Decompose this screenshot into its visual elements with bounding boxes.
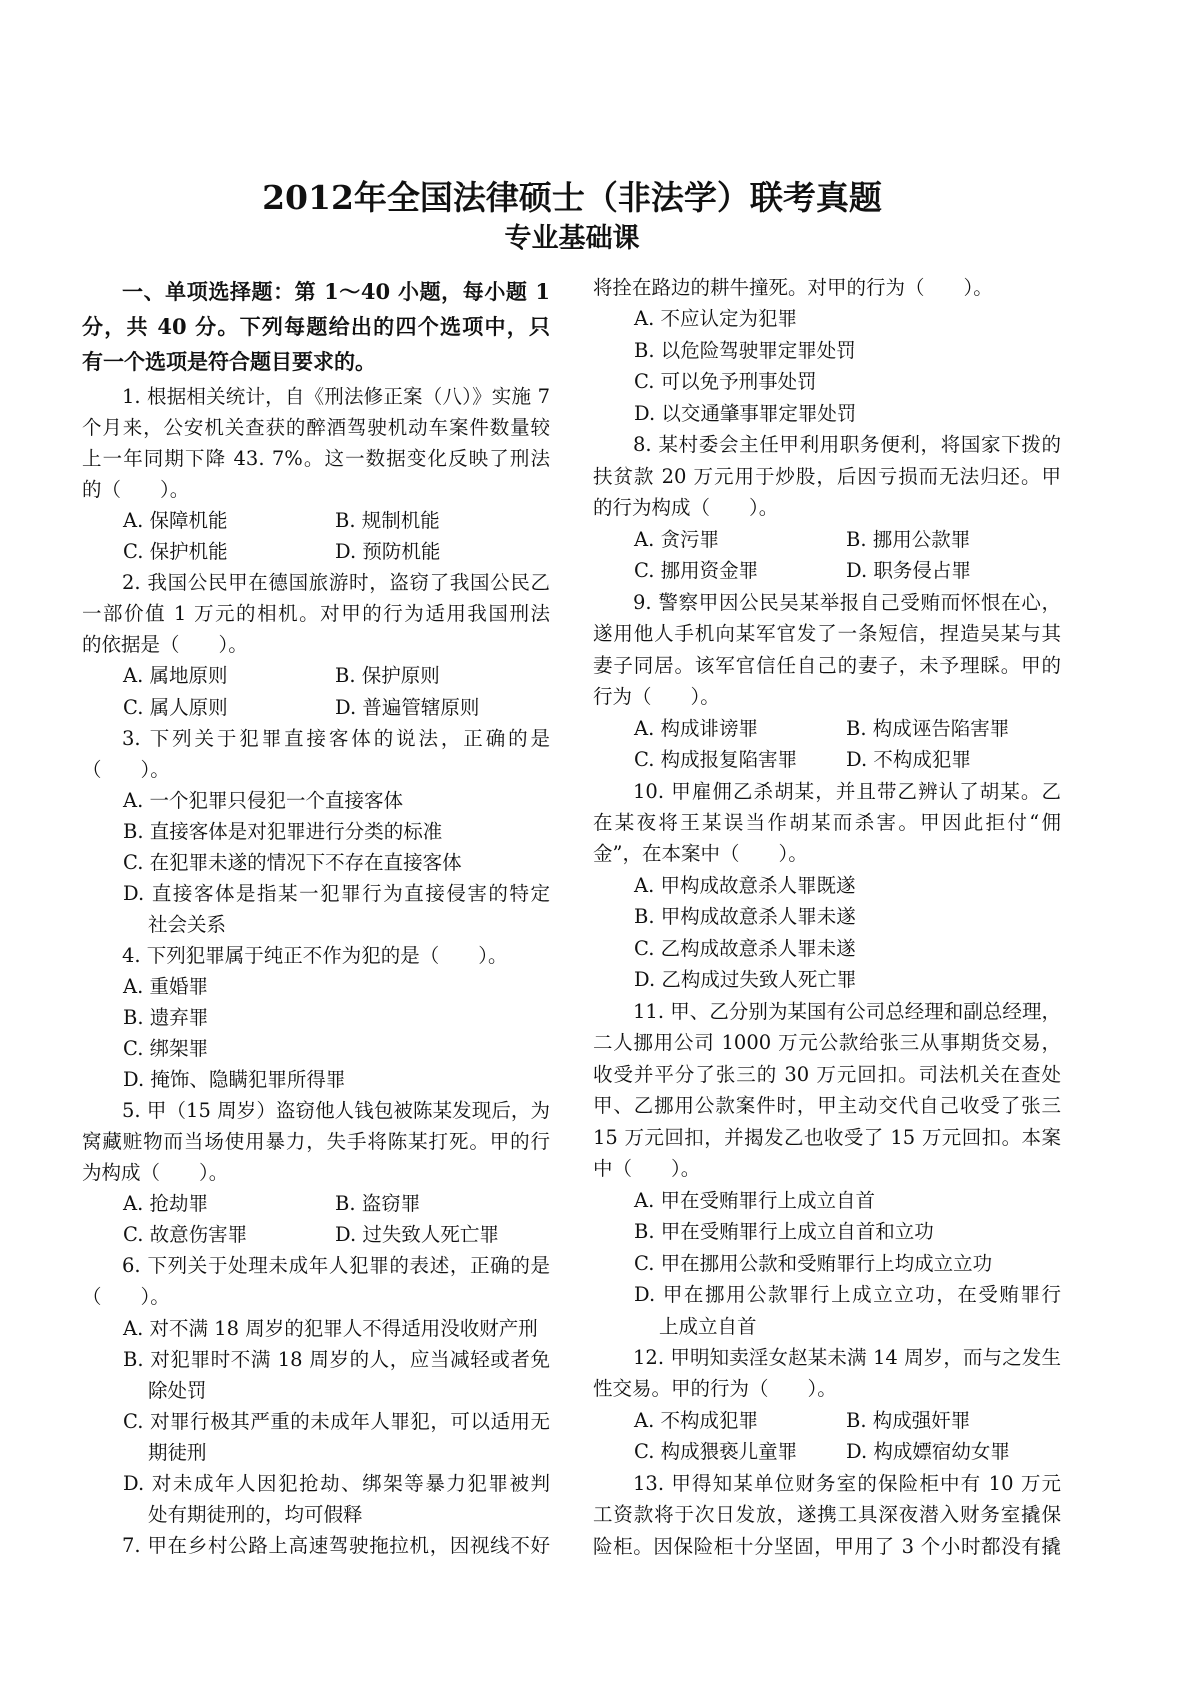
answer-option-line: 社会关系 (148, 912, 227, 936)
answer-option-line (82, 506, 550, 536)
question-text-line: 13. 甲得知某单位财务室的保险柜中有 10 万元 (633, 1471, 1061, 1495)
answer-option-line: D. 对未成年人因犯抢劫、绑架等暴力犯罪被判 (123, 1471, 550, 1495)
question-text-line: 窝藏赃物而当场使用暴力，失手将陈某打死。甲的行 (82, 1130, 550, 1154)
answer-option-line (593, 1437, 1061, 1467)
question-text-line: 在某夜将王某误当作胡某而杀害。甲因此拒付“佣 (593, 810, 1061, 834)
option-a: C. 保护机能 (123, 540, 228, 564)
answer-option-line: C. 甲在挪用公款和受贿罪行上均成立立功 (634, 1251, 993, 1275)
answer-option-line: D. 直接客体是指某一犯罪行为直接侵害的特定 (123, 881, 550, 905)
question-text-line: 中（ ）。 (593, 1157, 701, 1181)
answer-option-line (82, 661, 550, 691)
question-text-line: 工资款将于次日发放，遂携工具深夜潜入财务室撬保 (593, 1503, 1061, 1527)
question-text-line: 上一年同期下降 43. 7%。这一数据变化反映了刑法 (82, 447, 550, 471)
question-text-line: 个月来，公安机关查获的醉酒驾驶机动车案件数量较 (82, 416, 550, 440)
option-b: D. 职务侵占罪 (846, 559, 971, 583)
answer-option-line: A. 一个犯罪只侵犯一个直接客体 (123, 788, 403, 812)
question-text-line: 妻子同居。该军官信任自己的妻子，未予理睬。甲的 (593, 653, 1061, 677)
option-b: B. 构成强奸罪 (846, 1408, 971, 1432)
option-a: C. 属人原则 (123, 695, 228, 719)
option-b: B. 构成诬告陷害罪 (846, 716, 1010, 740)
option-a: C. 构成报复陷害罪 (634, 748, 798, 772)
answer-option-line: A. 甲在受贿罪行上成立自首 (634, 1188, 875, 1212)
question-text-line: 2. 我国公民甲在德国旅游时，盗窃了我国公民乙 (122, 571, 550, 595)
answer-option-line: D. 甲在挪用公款罪行上成立立功，在受贿罪行 (634, 1283, 1061, 1307)
answer-option-line: C. 乙构成故意杀人罪未遂 (634, 936, 856, 960)
section-heading-line: 一、单项选择题：第 1～40 小题，每小题 1 (122, 279, 550, 304)
answer-option-line: A. 不应认定为犯罪 (634, 307, 797, 331)
answer-option-line: A. 重婚罪 (123, 974, 208, 998)
document-title: 2012年全国法律硕士（非法学）联考真题 (262, 178, 882, 217)
answer-option-line: C. 绑架罪 (123, 1037, 209, 1061)
question-text-line: 的依据是（ ）。 (82, 633, 248, 657)
option-b: B. 挪用公款罪 (846, 527, 971, 551)
answer-option-line: A. 甲构成故意杀人罪既遂 (634, 873, 856, 897)
answer-option-line (593, 1406, 1061, 1436)
option-a: A. 贪污罪 (634, 527, 719, 551)
answer-option-line (593, 556, 1061, 586)
question-text-line: 险柜。因保险柜十分坚固，甲用了 3 个小时都没有撬 (593, 1534, 1061, 1558)
question-text-line: （ ）。 (82, 1285, 170, 1309)
answer-option-line (82, 537, 550, 567)
question-text-line: 遂用他人手机向某军官发了一条短信，捏造吴某与其 (593, 622, 1061, 646)
answer-option-line: C. 可以免予刑事处罚 (634, 370, 817, 394)
option-b: D. 过失致人死亡罪 (335, 1223, 499, 1247)
answer-option-line (593, 714, 1061, 744)
section-heading-line: 分，共 40 分。下列每题给出的四个选项中，只 (82, 314, 550, 339)
answer-option-line: 处有期徒刑的，均可假释 (148, 1502, 363, 1526)
question-text-line: 的行为构成（ ）。 (593, 496, 779, 520)
answer-option-line: C. 对罪行极其严重的未成年人罪犯，可以适用无 (123, 1409, 550, 1433)
option-b: D. 不构成犯罪 (846, 748, 971, 772)
answer-option-line: 除处罚 (148, 1378, 207, 1402)
answer-option-line: D. 掩饰、隐瞒犯罪所得罪 (123, 1068, 346, 1092)
question-text-line: 15 万元回扣，并揭发乙也收受了 15 万元回扣。本案 (593, 1125, 1061, 1149)
option-a: A. 保障机能 (123, 509, 228, 533)
question-text-line: 扶贫款 20 万元用于炒股，后因亏损而无法归还。甲 (593, 464, 1061, 488)
answer-option-line (82, 1189, 550, 1219)
option-b: D. 预防机能 (335, 540, 441, 564)
question-text-line: 的（ ）。 (82, 478, 190, 502)
option-b: B. 规制机能 (335, 509, 440, 533)
option-a: A. 抢劫罪 (123, 1192, 208, 1216)
question-text-line: 4. 下列犯罪属于纯正不作为犯的是（ ）。 (122, 943, 508, 967)
question-text-line: （ ）。 (82, 757, 170, 781)
question-text-line: 10. 甲雇佣乙杀胡某，并且带乙辨认了胡某。乙 (633, 779, 1061, 803)
question-text-line: 1. 根据相关统计，自《刑法修正案（八）》实施 7 (122, 385, 550, 408)
option-b: B. 保护原则 (335, 664, 440, 688)
question-text-line: 金”，在本案中（ ）。 (593, 842, 808, 866)
question-text-line: 行为（ ）。 (593, 685, 720, 709)
answer-option-line: D. 以交通肇事罪定罪处罚 (634, 401, 857, 425)
option-b: D. 普遍管辖原则 (335, 695, 480, 719)
section-heading-line: 有一个选项是符合题目要求的。 (82, 349, 376, 374)
answer-option-line: C. 在犯罪未遂的情况下不存在直接客体 (123, 850, 462, 874)
question-text-line: 8. 某村委会主任甲利用职务便利，将国家下拨的 (633, 433, 1061, 457)
option-a: C. 挪用资金罪 (634, 559, 759, 583)
answer-option-line (82, 1220, 550, 1250)
question-text-line: 12. 甲明知卖淫女赵某未满 14 周岁，而与之发生 (633, 1345, 1061, 1369)
question-text-line: 7. 甲在乡村公路上高速驾驶拖拉机，因视线不好 (122, 1533, 550, 1557)
answer-option-line: B. 以危险驾驶罪定罪处罚 (634, 338, 856, 362)
answer-option-line: 上成立自首 (659, 1314, 757, 1338)
answer-option-line: D. 乙构成过失致人死亡罪 (634, 968, 857, 992)
question-text-line: 将拴在路边的耕牛撞死。对甲的行为（ ）。 (593, 276, 993, 299)
question-text-line: 二人挪用公司 1000 万元公款给张三从事期货交易， (593, 1031, 1061, 1055)
question-text-line: 收受并平分了张三的 30 万元回扣。司法机关在查处 (593, 1062, 1061, 1086)
question-text-line: 6. 下列关于处理未成年人犯罪的表述，正确的是 (122, 1254, 550, 1278)
question-text-line: 一部价值 1 万元的相机。对甲的行为适用我国刑法 (82, 602, 550, 626)
question-text-line: 为构成（ ）。 (82, 1161, 229, 1185)
answer-option-line (82, 693, 550, 723)
option-b: B. 盗窃罪 (335, 1192, 421, 1216)
option-a: A. 不构成犯罪 (634, 1408, 758, 1432)
answer-option-line: B. 遗弃罪 (123, 1006, 209, 1029)
question-text-line: 9. 警察甲因公民吴某举报自己受贿而怀恨在心， (633, 590, 1061, 614)
question-text-line: 11. 甲、乙分别为某国有公司总经理和副总经理， (633, 999, 1061, 1023)
answer-option-line: B. 甲在受贿罪行上成立自首和立功 (634, 1220, 934, 1244)
question-text-line: 甲、乙挪用公款案件时，甲主动交代自己收受了张三 (593, 1094, 1061, 1118)
option-a: A. 属地原则 (123, 664, 228, 688)
answer-option-line (593, 745, 1061, 775)
answer-option-line: 期徒刑 (148, 1440, 207, 1464)
option-a: C. 构成猥亵儿童罪 (634, 1440, 798, 1464)
document-subtitle: 专业基础课 (504, 223, 640, 254)
option-a: C. 故意伤害罪 (123, 1223, 248, 1247)
answer-option-line: B. 直接客体是对犯罪进行分类的标准 (123, 819, 443, 843)
option-b: D. 构成嫖宿幼女罪 (846, 1440, 1010, 1464)
question-text-line: 性交易。甲的行为（ ）。 (593, 1377, 837, 1401)
answer-option-line (593, 525, 1061, 555)
answer-option-line: A. 对不满 18 周岁的犯罪人不得适用没收财产刑 (123, 1316, 538, 1340)
question-text-line: 5. 甲（15 周岁）盗窃他人钱包被陈某发现后，为 (122, 1099, 550, 1123)
answer-option-line: B. 甲构成故意杀人罪未遂 (634, 905, 856, 929)
option-a: A. 构成诽谤罪 (634, 716, 758, 740)
question-text-line: 3. 下列关于犯罪直接客体的说法，正确的是 (122, 726, 550, 750)
answer-option-line: B. 对犯罪时不满 18 周岁的人，应当减轻或者免 (123, 1347, 550, 1371)
